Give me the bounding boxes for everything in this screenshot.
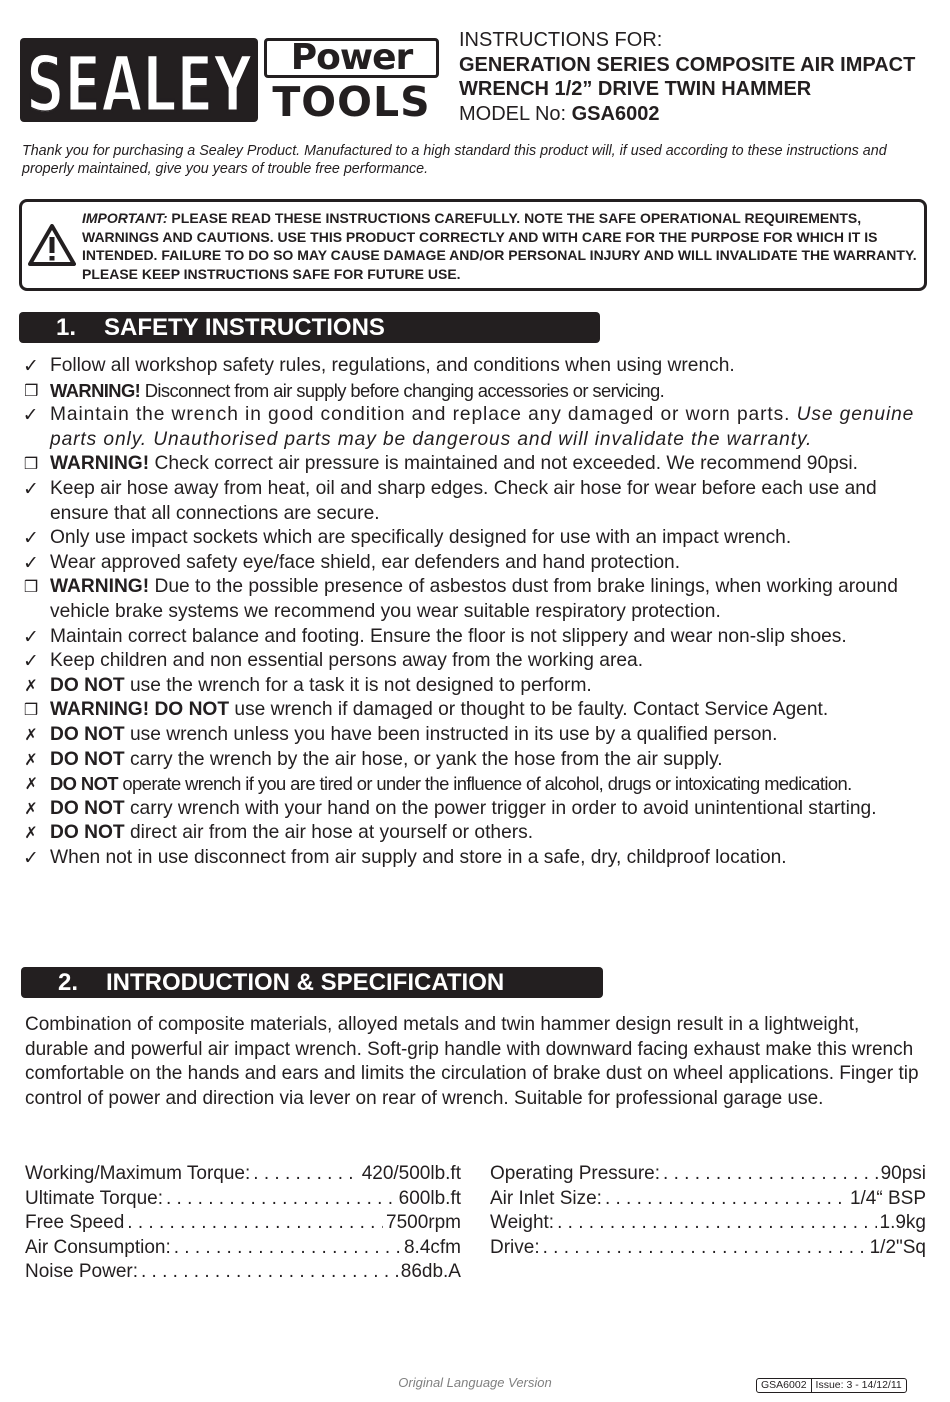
title-line-2: GENERATION SERIES COMPOSITE AIR IMPACT [459,53,916,76]
important-notice [19,199,927,291]
safety-item [18,452,933,477]
spec-value: 8.4cfm [403,1236,461,1258]
spec-label: Operating Pressure: [490,1163,661,1184]
spec-value: 1/2"Sq [869,1236,926,1258]
safety-item [18,797,933,822]
safety-item-emphasis: DO NOT [50,773,118,795]
safety-item-text: When not in use disconnect from air supply and store in a safe, dry, childproof location. [50,846,787,868]
sealey-logo [20,38,258,122]
cross-icon: ✗ [24,724,38,744]
safety-item-emphasis: WARNING! DO NOT [50,699,230,721]
safety-item-text: use the wrench for a task it is not designed to perform. [124,674,592,696]
spec-label: Drive: [490,1236,540,1258]
spec-value: 90psi [880,1163,926,1184]
spec-label: Weight: [490,1212,555,1234]
spec-label: Free Speed [25,1212,125,1234]
safety-item-emphasis: DO NOT [50,797,125,819]
warning-box-icon: ❒ [24,380,38,400]
checkmark-icon: ✓ [23,846,39,869]
model-line [459,102,939,127]
safety-item [18,723,933,748]
footer-language-note: Original Language Version [398,1375,552,1390]
spec-row [25,1260,461,1285]
safety-item [18,551,933,576]
footer-model: GSA6002 [761,1379,807,1391]
sealey-logo-graphic [20,38,258,122]
important-label: IMPORTANT: [82,210,168,226]
safety-item-text: Keep children and non essential persons away from the working area. [50,650,644,672]
safety-item-emphasis: WARNING! [50,453,150,475]
cross-icon: ✗ [24,798,38,818]
spec-value: 420/500lb.ft [361,1163,461,1184]
spec-value: 86db.A [400,1261,461,1283]
model-number: GSA6002 [571,102,660,125]
checkmark-icon: ✓ [23,650,39,673]
section-title: INTRODUCTION & SPECIFICATION [106,969,505,996]
safety-item-text: Maintain correct balance and footing. Ensure the floor is not slippery and wear non-slip shoes. [50,625,847,647]
spec-leader-dots [166,1187,396,1212]
safety-item-text: Keep air hose away from heat, oil and sharp edges. Check air hose for wear before each use and ensure that all connections are secure. [50,477,877,524]
spec-row [490,1162,926,1187]
logo-tools-text: TOOLS [272,78,431,126]
safety-item [18,526,933,551]
spec-leader-dots [174,1236,401,1261]
logo-power-text: Power [264,38,439,78]
footer-issue-box [756,1378,907,1393]
safety-item-text: operate wrench if you are tired or under the influence of alcohol, drugs or intoxicating medication. [117,773,852,795]
safety-item-text: direct air from the air hose at yourself or others. [124,822,534,844]
safety-item [18,846,933,871]
spec-row [490,1187,926,1212]
spec-list-left [25,1162,461,1285]
spec-value: 7500rpm [386,1212,461,1234]
safety-item-emphasis: DO NOT [50,748,125,770]
section-title: SAFETY INSTRUCTIONS [104,314,385,341]
safety-item-text: use wrench if damaged or thought to be faulty. Contact Service Agent. [229,699,829,721]
spec-leader-dots [605,1187,847,1212]
model-label: MODEL No: [459,102,572,125]
safety-item-text: carry the wrench by the air hose, or yank the hose from the air supply. [124,748,723,770]
safety-item [18,477,933,526]
safety-item-text: use wrench unless you have been instructed in its use by a qualified person. [124,723,778,745]
spec-intro-text: Combination of composite materials, alloyed metals and twin hammer design result in a lightweight, durable and powerful air impact wrench. Soft-grip handle with downward facing exhaust make this wrench comfortable on the hands and ears and limits the circulation of brake dust on wheel applications. Finger tip control of power and direction via lever on rear of wrench. Suitable for professional garage use. [25,1014,919,1109]
spec-label: Air Inlet Size: [490,1187,602,1209]
safety-item-emphasis: DO NOT [50,822,125,844]
warning-box-icon: ❒ [23,577,39,597]
safety-item [18,379,933,404]
safety-item-text: Only use impact sockets which are specifically designed for use with an impact wrench. [50,527,792,549]
safety-item-text: Due to the possible presence of asbestos dust from brake linings, when working around vehicle brake systems we recommend you wear suitable respiratory protection. [50,576,898,622]
safety-list [18,354,933,870]
cross-icon: ✗ [24,823,38,843]
document-title [459,28,939,126]
safety-item-text: Disconnect from air supply before changing accessories or servicing. [140,379,665,401]
title-line-3: WRENCH 1/2” DRIVE TWIN HAMMER [459,78,812,100]
spec-list-right [490,1162,926,1260]
safety-item-text: Follow all workshop safety rules, regulations, and conditions when using wrench. [50,355,735,376]
spec-row [25,1162,461,1187]
spec-row [25,1236,461,1261]
section-number: 2. [58,969,79,996]
footer-issue: Issue: 3 - 14/12/11 [811,1379,906,1392]
safety-item-italic: Use genuine parts only. Unauthorised parts may be dangerous and will invalidate the warranty. [50,404,915,450]
spec-label: Ultimate Torque: [25,1187,163,1209]
safety-item-emphasis: DO NOT [50,723,125,745]
safety-item-text: Check correct air pressure is maintained and not exceeded. We recommend 90psi. [149,453,858,475]
spec-value: 1/4“ BSP [849,1187,926,1209]
safety-item [18,772,933,797]
safety-item [18,674,933,699]
spec-label: Working/Maximum Torque: [25,1163,251,1184]
safety-item-text: carry wrench with your hand on the power trigger in order to avoid unintentional starting. [124,797,877,819]
warning-box-icon: ❒ [23,454,39,474]
important-body: PLEASE READ THESE INSTRUCTIONS CAREFULLY. NOTE THE SAFE OPERATIONAL REQUIREMENTS, WARNINGS AND CAUTIONS. USE THIS PRODUCT CORRECTLY AND WITH CARE FOR THE PURPOSE FOR WHICH IT IS INTENDED. FAILURE TO DO SO MAY CAUSE DAMAGE AND/OR PERSONAL INJURY AND WILL INVALIDATE THE WARRANTY. PLEASE KEEP INSTRUCTIONS SAFE FOR FUTURE USE. [82,210,917,282]
checkmark-icon: ✓ [23,625,39,648]
safety-item [18,575,933,624]
spec-leader-dots [557,1211,876,1236]
safety-item [18,698,933,723]
checkmark-icon: ✓ [23,477,39,500]
important-text [82,209,917,283]
cross-icon: ✗ [24,749,38,769]
safety-item [18,649,933,674]
spec-leader-dots [141,1260,398,1285]
safety-item-text: Maintain the wrench in good condition and replace any damaged or worn parts. [50,404,797,426]
safety-item [18,625,933,650]
spec-row [490,1236,926,1261]
cross-icon: ✗ [24,675,38,695]
spec-leader-dots [127,1211,383,1236]
cross-icon: ✗ [24,774,38,794]
spec-label: Air Consumption: [25,1236,171,1258]
safety-item-emphasis: DO NOT [50,674,125,696]
svg-text:SEALEY: SEALEY [26,41,254,122]
svg-text:SEALEY: SEALEY [26,39,254,122]
safety-item-emphasis: WARNING! [50,379,141,401]
safety-item [18,354,933,379]
section-intro-header [21,967,603,998]
warning-triangle-icon [28,224,76,266]
spec-value: 600lb.ft [398,1187,461,1209]
thank-you-text: Thank you for purchasing a Sealey Product. Manufactured to a high standard this product will, if used according to these instructions and properly maintained, give you years of trouble free performance. [22,143,887,177]
spec-row [25,1187,461,1212]
checkmark-icon: ✓ [23,527,39,550]
spec-row [25,1211,461,1236]
section-number: 1. [56,314,77,341]
spec-label: Noise Power: [25,1261,138,1283]
spec-leader-dots [253,1162,358,1187]
checkmark-icon: ✓ [23,355,39,377]
safety-item-emphasis: WARNING! [50,576,150,598]
checkmark-icon: ✓ [22,404,40,427]
spec-leader-dots [543,1236,867,1261]
safety-item-text: Wear approved safety eye/face shield, ear defenders and hand protection. [50,551,681,573]
spec-row [490,1211,926,1236]
spec-leader-dots [663,1162,878,1187]
safety-item [18,748,933,773]
spec-value: 1.9kg [879,1212,926,1234]
warning-box-icon: ❒ [23,700,39,720]
checkmark-icon: ✓ [23,551,39,574]
section-safety-header [19,312,600,343]
safety-item [18,821,933,846]
title-line-1: INSTRUCTIONS FOR: [459,29,663,51]
power-tools-logo [264,37,439,126]
safety-item [18,403,933,452]
